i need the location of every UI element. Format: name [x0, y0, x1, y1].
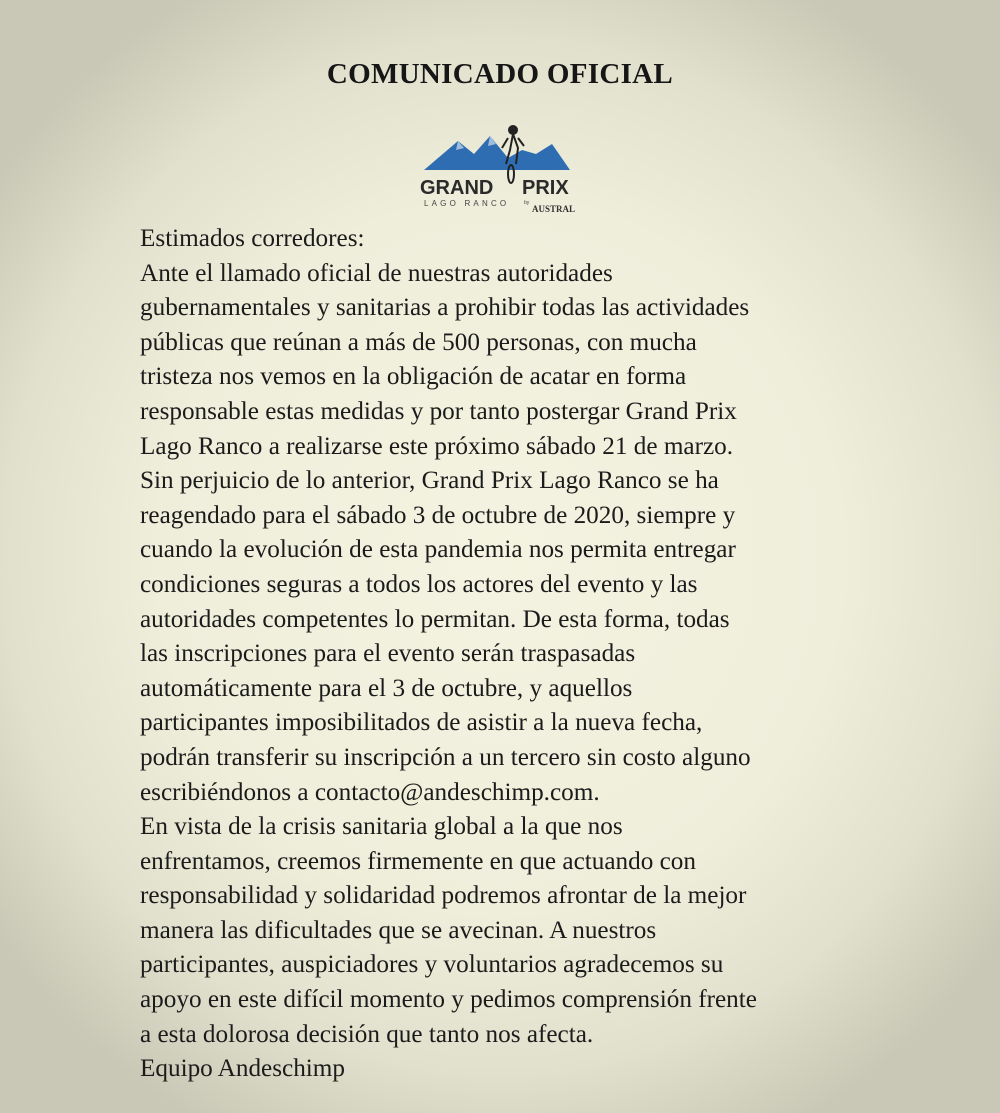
letter-line: autoridades competentes lo permitan. De esta forma, todas — [140, 605, 730, 633]
logo-word-prix: PRIX — [522, 177, 569, 199]
page-title: COMUNICADO OFICIAL — [326, 58, 674, 90]
letter-line: apoyo en este difícil momento y pedimos comprensión frente — [140, 986, 757, 1014]
letter-line: responsable estas medidas y por tanto postergar Grand Prix — [140, 397, 737, 425]
letter-line: Equipo Andeschimp — [140, 1055, 345, 1083]
letter-line: reagendado para el sábado 3 de octubre de 2020, siempre y — [140, 501, 736, 529]
letter-line: automáticamente para el 3 de octubre, y aquellos — [140, 674, 633, 702]
letter-line: cuando la evolución de esta pandemia nos permita entregar — [140, 536, 736, 564]
letter-line: responsabilidad y solidaridad podremos afrontar de la mejor — [140, 882, 747, 910]
logo-word-grand: GRAND — [420, 177, 494, 199]
letter-body — [140, 222, 880, 1087]
letter-line: gubernamentales y sanitarias a prohibir todas las actividades — [140, 294, 750, 322]
letter-line: En vista de la crisis sanitaria global a la que nos — [140, 813, 623, 841]
letter-line: podrán transferir su inscripción a un tercero sin costo alguno — [140, 743, 751, 771]
letter-line: a esta dolorosa decisión que tanto nos afecta. — [140, 1020, 594, 1048]
letter-line: públicas que reúnan a más de 500 personas, con mucha — [140, 328, 697, 356]
letter-line: las inscripciones para el evento serán traspasadas — [140, 640, 636, 668]
logo-brand: AUSTRAL — [532, 204, 576, 214]
grand-prix-logo — [418, 124, 580, 216]
letter-line: enfrentamos, creemos firmemente en que actuando con — [140, 847, 696, 875]
logo-by: by — [524, 200, 530, 206]
letter-line: Lago Ranco a realizarse este próximo sábado 21 de marzo. — [140, 432, 734, 460]
letter-line: escribiéndonos a contacto@andeschimp.com. — [140, 778, 600, 806]
logo-subtitle: LAGO RANCO — [424, 199, 510, 208]
letter-line: participantes, auspiciadores y voluntarios agradecemos su — [140, 951, 724, 979]
letter-line: tristeza nos vemos en la obligación de acatar en forma — [140, 363, 687, 391]
letter-line: condiciones seguras a todos los actores del evento y las — [140, 570, 698, 598]
letter-line: Estimados corredores: — [140, 225, 365, 252]
mountain-cyclist-icon — [418, 124, 580, 216]
letter-line: manera las dificultades que se avecinan. A nuestros — [140, 916, 657, 944]
letter-line: Sin perjuicio de lo anterior, Grand Prix Lago Ranco se ha — [140, 467, 719, 495]
letter-line: Ante el llamado oficial de nuestras autoridades — [140, 259, 613, 287]
letter-line: participantes imposibilitados de asistir a la nueva fecha, — [140, 709, 703, 737]
